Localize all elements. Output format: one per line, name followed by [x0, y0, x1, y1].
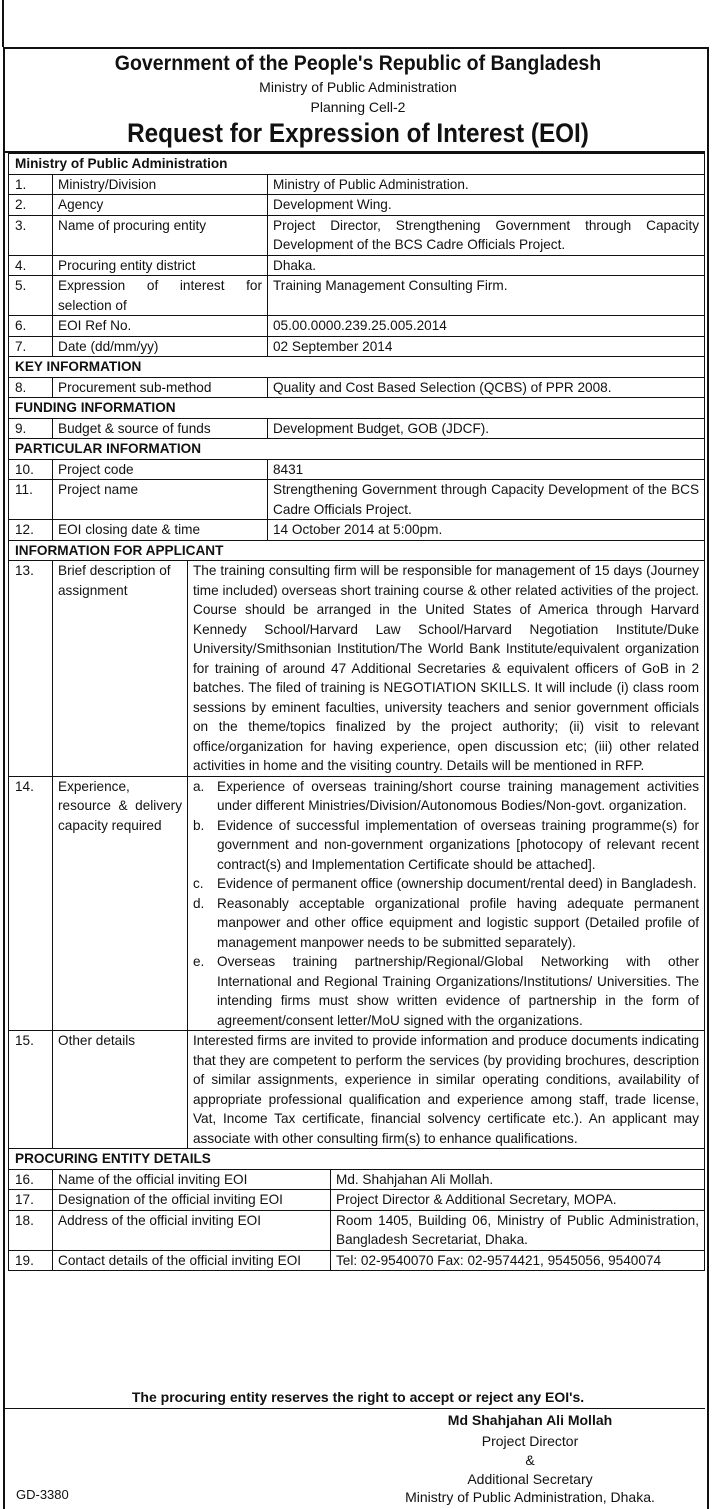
row-number: 13.: [9, 561, 53, 777]
eoi-table: [8, 153, 705, 1271]
row-label: Name of procuring entity: [53, 215, 268, 255]
section-funding-information: FUNDING INFORMATION: [9, 398, 705, 419]
row-value: Project Director & Additional Secretary, MOPA.: [331, 1190, 705, 1211]
table-row: [9, 1250, 705, 1271]
section-particular-information: PARTICULAR INFORMATION: [9, 439, 705, 460]
table-row: [9, 195, 705, 216]
row-label: Brief description of assignment: [53, 561, 188, 777]
row-number: 6.: [9, 316, 53, 337]
table-row: [9, 174, 705, 195]
table-row: [9, 776, 705, 1031]
government-heading: Government of the People's Republic of Bangladesh: [114, 52, 602, 75]
signer-ampersand: &: [525, 1452, 535, 1468]
row-number: 5.: [9, 276, 53, 316]
list-item: a. Experience of overseas training/short course training management activities under different Ministries/Division/Autonomous Bodies/Non-govt. organization.: [193, 778, 700, 813]
row-number: 17.: [9, 1190, 53, 1211]
planning-cell-subheading: Planning Cell-2: [310, 99, 406, 115]
row-number: 14.: [9, 776, 53, 1031]
table-row: [9, 418, 705, 439]
row-number: 8.: [9, 377, 53, 398]
table-row: [9, 316, 705, 337]
row-number: 9.: [9, 418, 53, 439]
section-row: [9, 398, 705, 419]
ministry-subheading: Ministry of Public Administration: [259, 79, 457, 95]
row-label: Procuring entity district: [53, 255, 268, 276]
table-row: [9, 459, 705, 480]
table-row: [9, 1169, 705, 1190]
row-number: 12.: [9, 520, 53, 541]
signer-role-1: Project Director: [481, 1433, 579, 1449]
row-label: Project name: [53, 480, 268, 520]
section-ministry: Ministry of Public Administration: [9, 154, 705, 175]
row-label: Designation of the official inviting EOI: [53, 1190, 331, 1211]
row-value: Project Director, Strengthening Government through Capacity Development of the BCS Cadre Officials Project.: [268, 215, 705, 255]
row-label: EOI closing date & time: [53, 520, 268, 541]
row-label: Procurement sub-method: [53, 377, 268, 398]
row-number: 4.: [9, 255, 53, 276]
section-row: [9, 1149, 705, 1170]
row-value: Interested firms are invited to provide information and produce documents indicating that they are competent to perform the services (by providing brochures, description of similar assignments, experience in similar operating conditions, availability of appropriate professional qualification and experience among staff, trade license, Vat, Income Tax certificate, financial solvency certificate etc.). An applicant may associate with other consulting firm(s) to enhance qualifications.: [188, 1031, 705, 1149]
table-row: [9, 480, 705, 520]
section-key-information: KEY INFORMATION: [9, 357, 705, 378]
section-row: [9, 357, 705, 378]
row-number: 11.: [9, 480, 53, 520]
table-row: [9, 255, 705, 276]
row-value: The training consulting firm will be responsible for management of 15 days (Journey time included) overseas short training course & other related activities of the project. Course should be arranged in the United States of America through Harvard Kennedy School/Harvard Law School/Harvard Negotiation Institute/Duke University/Smithsonian Institution/The World Bank Institute/equivalent organization for training of around 47 Additional Secretaries & equivalent officers of GoB in 2 batches. The filed of training is NEGOTIATION SKILLS. It will include (i) class room sessions by eminent faculties, university teachers and senior government officials on the theme/topics finalized by the project authority; (ii) visit to relevant office/organization for having experience, open discussion etc; (iii) other related activities in home and the visiting country. Details will be mentioned in RFP.: [188, 561, 705, 777]
signer-organization: Ministry of Public Administration, Dhaka.: [405, 1489, 655, 1505]
row-value: 14 October 2014 at 5:00pm.: [268, 520, 705, 541]
row-number: 7.: [9, 336, 53, 357]
table-row: [9, 215, 705, 255]
row-value: Strengthening Government through Capacity Development of the BCS Cadre Officials Project.: [268, 480, 705, 520]
row-number: 3.: [9, 215, 53, 255]
signer-role-2: Additional Secretary: [467, 1471, 593, 1487]
row-number: 16.: [9, 1169, 53, 1190]
table-row: [9, 520, 705, 541]
table-row: [9, 336, 705, 357]
requirements-list: [193, 777, 699, 1031]
row-value: Room 1405, Building 06, Ministry of Public Administration, Bangladesh Secretariat, Dhaka.: [331, 1210, 705, 1250]
row-label: Date (dd/mm/yy): [53, 336, 268, 357]
row-value: Md. Shahjahan Ali Mollah.: [331, 1169, 705, 1190]
row-value: 8431: [268, 459, 705, 480]
table-row: [9, 561, 705, 777]
section-row: [9, 439, 705, 460]
table-row: [9, 377, 705, 398]
table-row: [9, 1031, 705, 1149]
row-label: Agency: [53, 195, 268, 216]
list-item: d. Reasonably acceptable organizational profile having adequate permanent manpower and other office equipment and logistic support (Detailed profile of management manpower needs to be submitted separately).: [193, 895, 700, 950]
row-value: Training Management Consulting Firm.: [268, 276, 705, 316]
row-value: Quality and Cost Based Selection (QCBS) of PPR 2008.: [268, 377, 705, 398]
gd-number: GD-3380: [16, 1487, 69, 1502]
list-item: c. Evidence of permanent office (ownership document/rental deed) in Bangladesh.: [193, 876, 697, 891]
row-number: 1.: [9, 174, 53, 195]
page-title: Request for Expression of Interest (EOI): [127, 118, 589, 148]
row-value: Tel: 02-9540070 Fax: 02-9574421, 9545056, 9540074: [331, 1250, 705, 1271]
table-row: [9, 276, 705, 316]
top-border-line: [2, 0, 4, 47]
row-label: EOI Ref No.: [53, 316, 268, 337]
list-item: b. Evidence of successful implementation of overseas training programme(s) for government and non-government organizations [photocopy of relevant recent contract(s) and Implementation Certificate should be attached].: [193, 817, 700, 872]
signer-name: Md Shahjahan Ali Mollah: [447, 1412, 613, 1428]
row-label: Expression of interest for selection of: [53, 276, 268, 316]
row-number: 19.: [9, 1250, 53, 1271]
row-value: Ministry of Public Administration.: [268, 174, 705, 195]
row-label: Ministry/Division: [53, 174, 268, 195]
row-label: Name of the official inviting EOI: [53, 1169, 331, 1190]
row-value: [188, 776, 705, 1031]
section-row: [9, 154, 705, 175]
table-row: [9, 1210, 705, 1250]
section-row: [9, 540, 705, 561]
row-number: 15.: [9, 1031, 53, 1149]
row-number: 18.: [9, 1210, 53, 1250]
list-item: e. Overseas training partnership/Regional/Global Networking with other International and Regional Training Organizations/Institutions/ Universities. The intending firms must show written evidence of partnership in the form of agreement/consent letter/MoU signed with the organizations.: [193, 954, 700, 1028]
row-label: Budget & source of funds: [53, 418, 268, 439]
row-value: 05.00.0000.239.25.005.2014: [268, 316, 705, 337]
table-row: [9, 1190, 705, 1211]
row-label: Experience, resource & delivery capacity required: [53, 776, 188, 1031]
row-label: Address of the official inviting EOI: [53, 1210, 331, 1250]
footer-divider: [5, 1408, 705, 1409]
section-procuring-entity-details: PROCURING ENTITY DETAILS: [9, 1149, 705, 1170]
row-value: Development Wing.: [268, 195, 705, 216]
section-information-for-applicant: INFORMATION FOR APPLICANT: [9, 540, 705, 561]
row-value: 02 September 2014: [268, 336, 705, 357]
row-number: 10.: [9, 459, 53, 480]
reservation-notice: The procuring entity reserves the right to accept or reject any EOI's.: [131, 1389, 585, 1405]
row-value: Dhaka.: [268, 255, 705, 276]
row-label: Contact details of the official inviting EOI: [53, 1250, 331, 1271]
row-label: Other details: [53, 1031, 188, 1149]
row-label: Project code: [53, 459, 268, 480]
row-number: 2.: [9, 195, 53, 216]
row-value: Development Budget, GOB (JDCF).: [268, 418, 705, 439]
